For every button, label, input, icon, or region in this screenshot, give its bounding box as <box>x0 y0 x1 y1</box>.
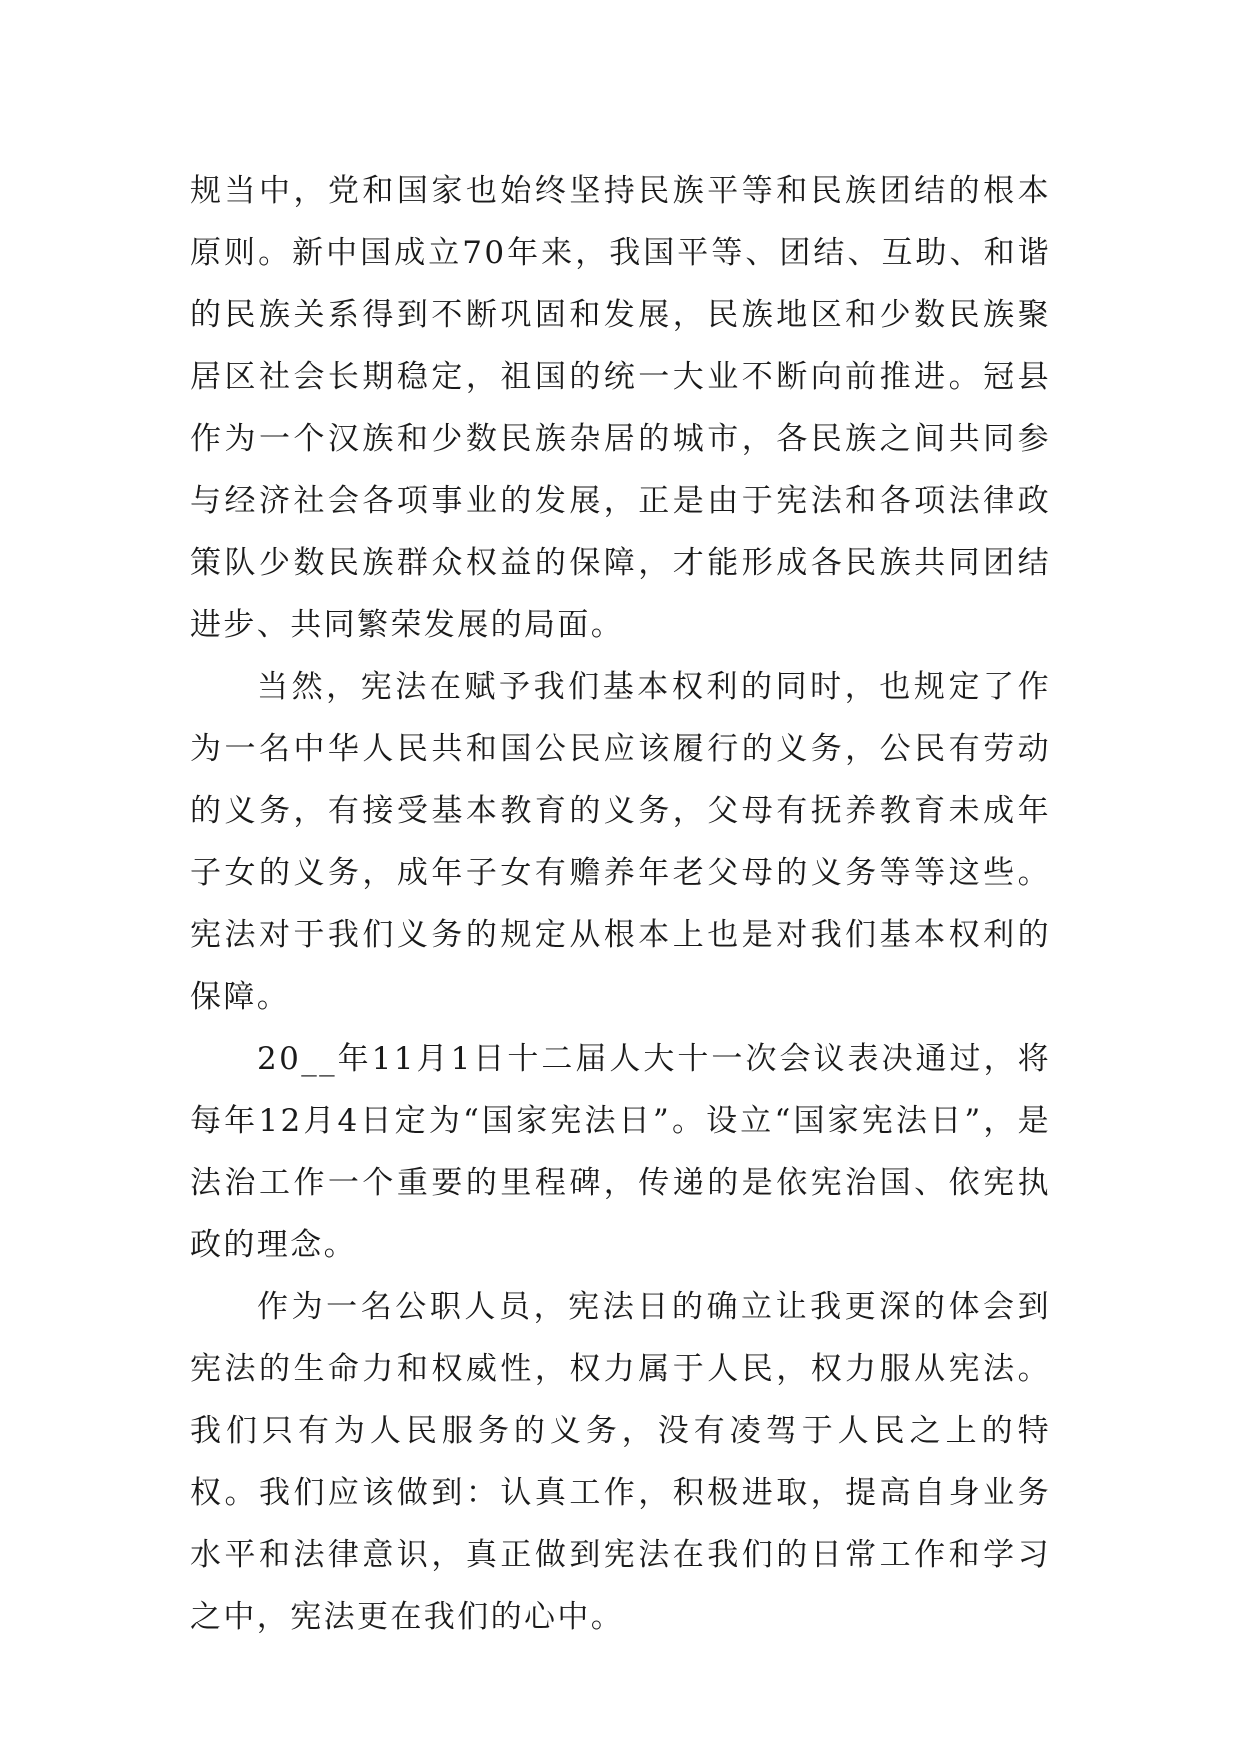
paragraph-public-servant: 作为一名公职人员，宪法日的确立让我更深的体会到宪法的生命力和权威性，权力属于人民，权力服从宪法。我们只有为人民服务的义务，没有凌驾于人民之上的特权。我们应该做到：认真工作，积极进取，提高自身业务水平和法律意识，真正做到宪法在我们的日常工作和学习之中，宪法更在我们的心中。 <box>190 1289 1051 1635</box>
paragraph-rights-and-duties: 当然，宪法在赋予我们基本权利的同时，也规定了作为一名中华人民共和国公民应该履行的义务，公民有劳动的义务，有接受基本教育的义务，父母有抚养教育未成年子女的义务，成年子女有赡养年老父母的义务等等这些。宪法对于我们义务的规定从根本上也是对我们基本权利的保障。 <box>190 669 1051 1015</box>
paragraph-constitution-day: 20__年11月1日十二届人大十一次会议表决通过，将每年12月4日定为“国家宪法日”。设立“国家宪法日”，是法治工作一个重要的里程碑，传递的是依宪治国、依宪执政的理念。 <box>190 1041 1051 1263</box>
paragraph-continuation: 规当中，党和国家也始终坚持民族平等和民族团结的根本原则。新中国成立70年来，我国平等、团结、互助、和谐的民族关系得到不断巩固和发展，民族地区和少数民族聚居区社会长期稳定，祖国的统一大业不断向前推进。冠县作为一个汉族和少数民族杂居的城市，各民族之间共同参与经济社会各项事业的发展，正是由于宪法和各项法律政策队少数民族群众权益的保障，才能形成各民族共同团结进步、共同繁荣发展的局面。 <box>190 173 1051 643</box>
document-body <box>190 160 1051 1648</box>
